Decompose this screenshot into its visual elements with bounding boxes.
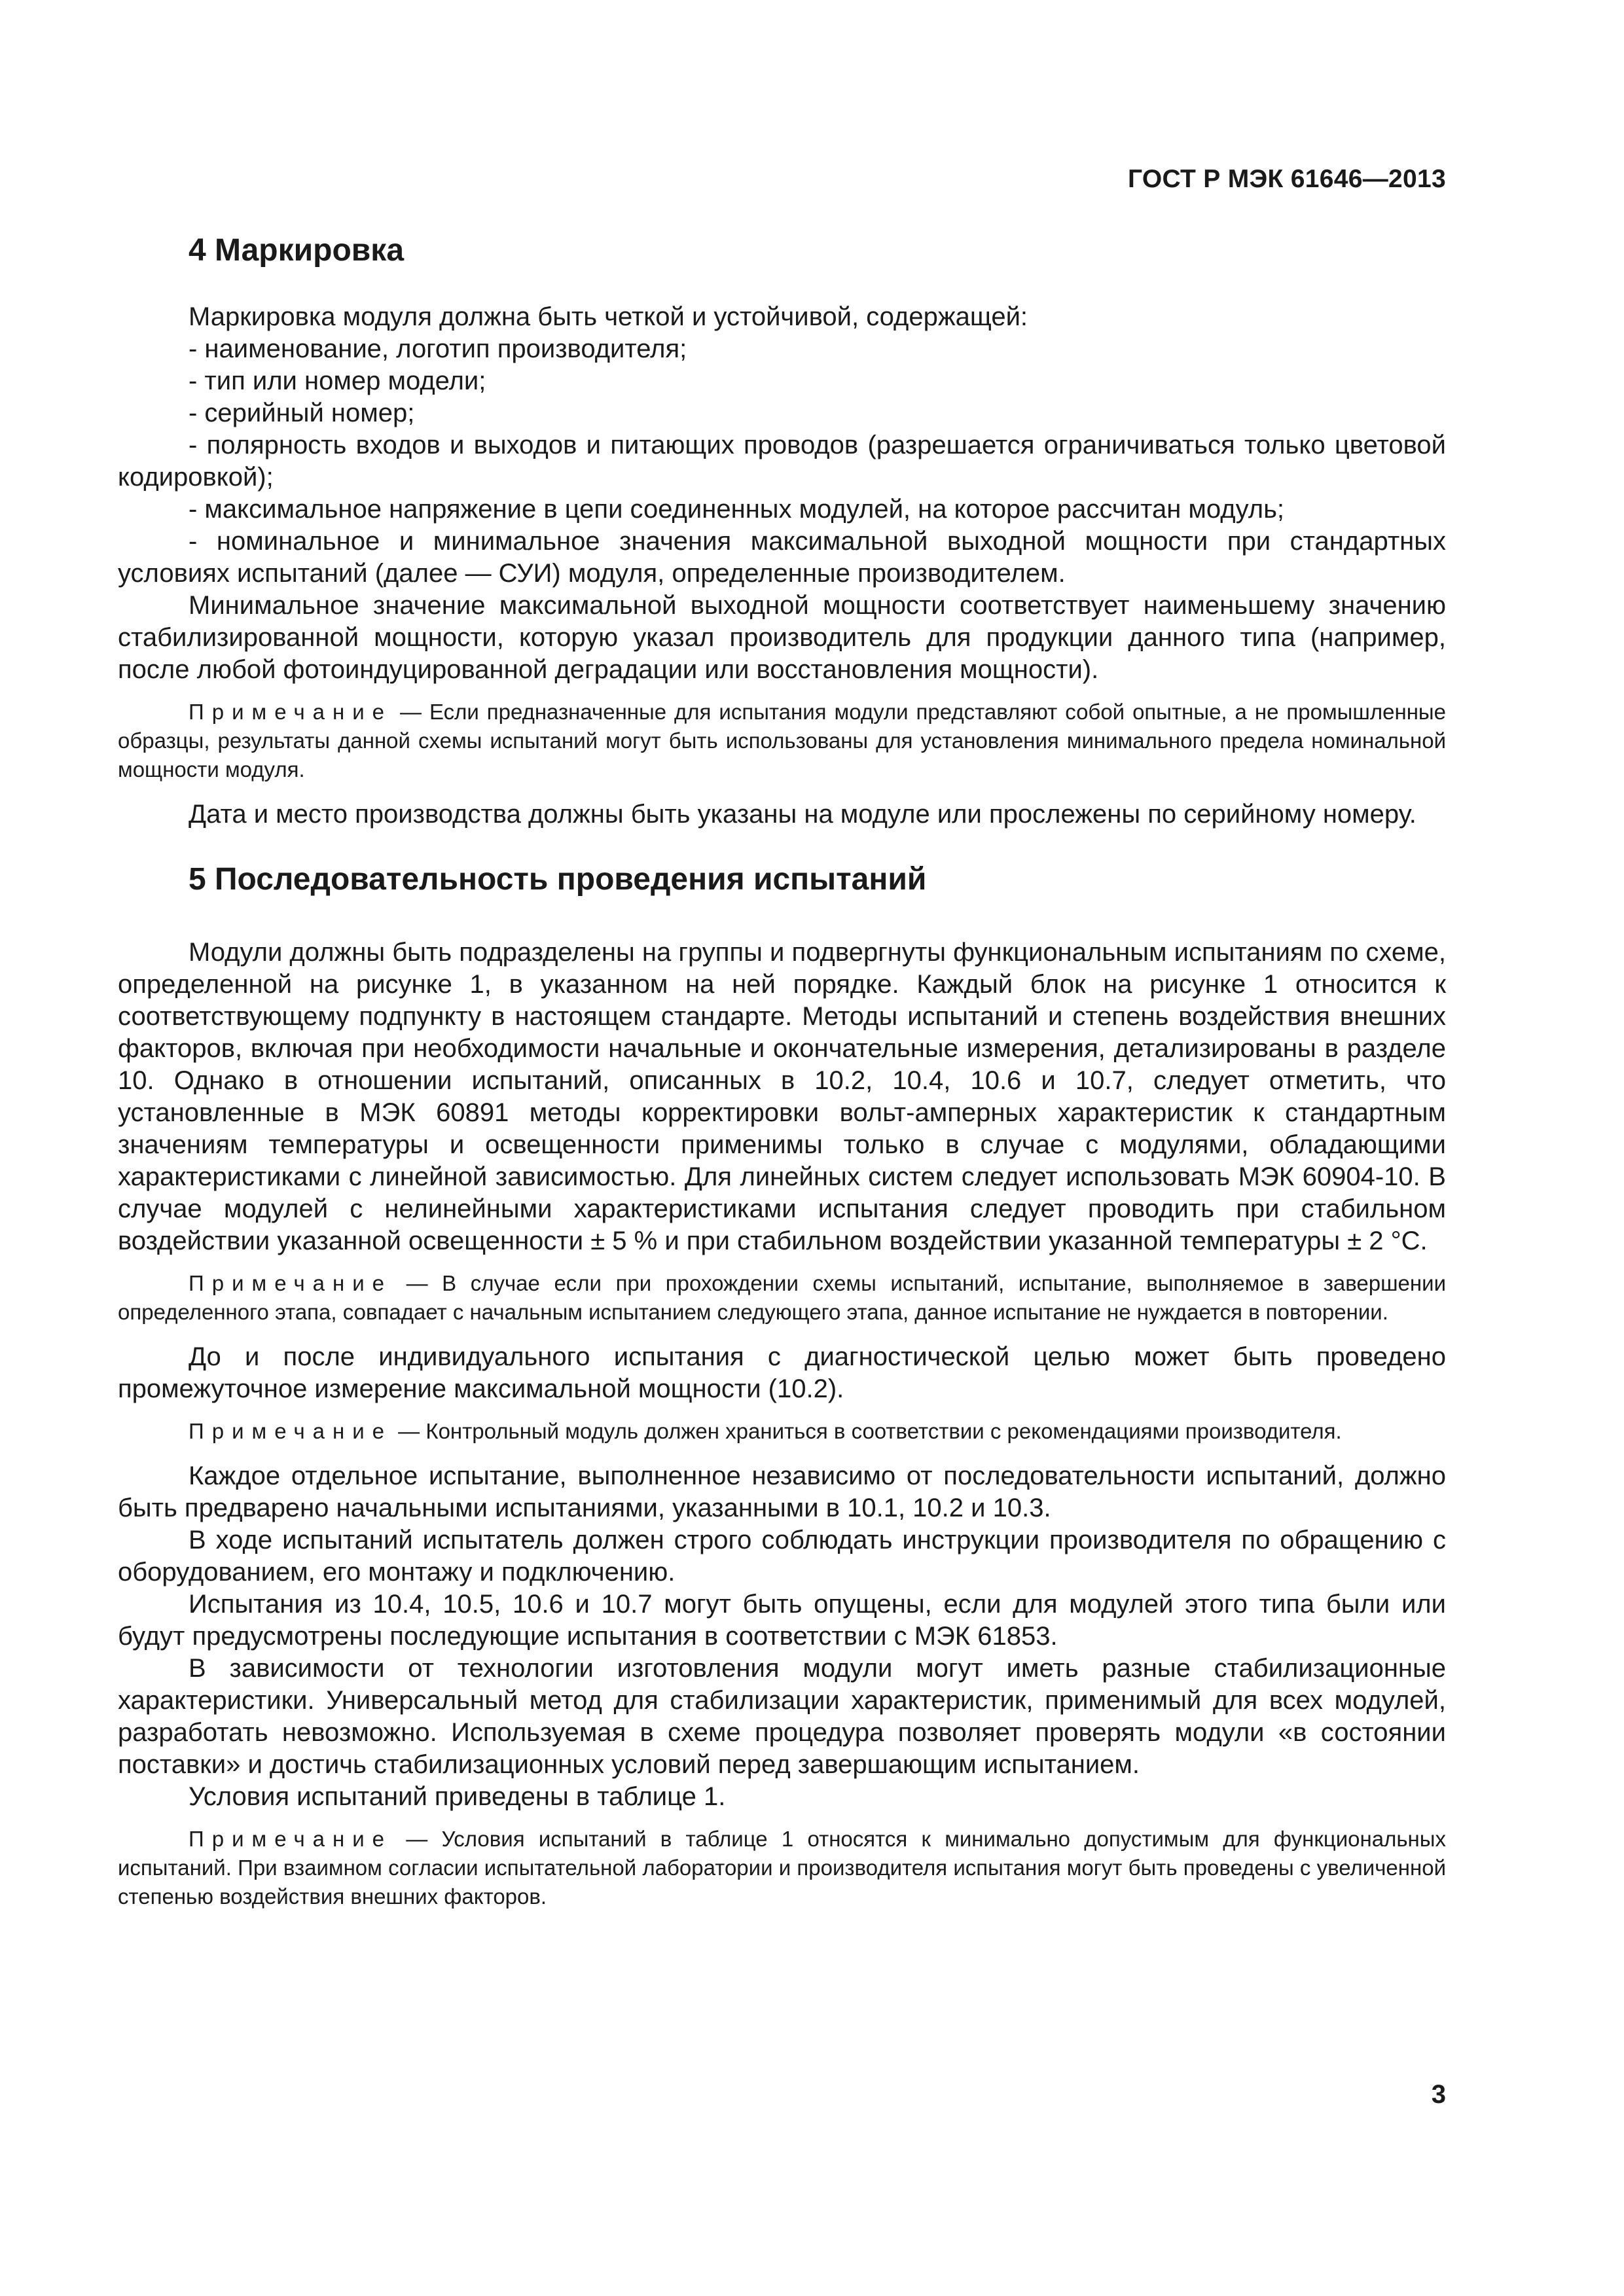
marking-item-serial: - серийный номер; bbox=[189, 399, 415, 427]
marking-item-model: - тип или номер модели; bbox=[189, 367, 486, 395]
standard-header: ГОСТ Р МЭК 61646—2013 bbox=[1127, 165, 1446, 193]
note-text: — В случае если при прохождении схемы испытаний, испытание, выполняемое в завершении определенного этапа, совпадает с начальным испытанием следующего этапа, данное испытание не нуждается в повторении. bbox=[118, 1271, 1446, 1324]
marking-item-power-values: - номинальное и минимальное значения максимальной выходной мощности при стандартных условиях испытаний (далее — СУИ) модуля, определенные производителем. bbox=[118, 527, 1446, 588]
note-text: — Контрольный модуль должен храниться в соответствии с рекомендациями производителя. bbox=[392, 1419, 1342, 1443]
note-prototype-modules bbox=[118, 698, 1446, 784]
paragraph-manufacturer-instructions: В ходе испытаний испытатель должен строго соблюдать инструкции производителя по обращению с оборудованием, его монтажу и подключению. bbox=[118, 1526, 1446, 1587]
paragraph-intermediate-measurement: До и после индивидуального испытания с диагностической целью может быть проведено промежуточное измерение максимальной мощности (10.2). bbox=[118, 1342, 1446, 1403]
note-test-repetition bbox=[118, 1269, 1446, 1327]
page-content bbox=[118, 216, 1446, 1926]
paragraph-min-power: Минимальное значение максимальной выходной мощности соответствует наименьшему значению стабилизированной мощности, которую указал производитель для продукции данного типа (например, после любой фотоиндуцированной деградации или восстановления мощности). bbox=[118, 591, 1446, 684]
marking-item-polarity: - полярность входов и выходов и питающих проводов (разрешается ограничиваться только цветовой кодировкой); bbox=[118, 431, 1446, 492]
paragraph-stabilization: В зависимости от технологии изготовления модули могут иметь разные стабилизационные характеристики. Универсальный метод для стабилизации характеристик, применимый для всех модулей, разработать невозможно. Используемая в схеме процедура позволяет проверять модули «в состоянии поставки» и достичь стабилизационных условий перед завершающим испытанием. bbox=[118, 1654, 1446, 1779]
section-4-title: 4 Маркировка bbox=[189, 233, 405, 268]
paragraph-test-grouping: Модули должны быть подразделены на группы и подвергнуты функциональным испытаниям по схеме, определенной на рисунке 1, в указанном на ней порядке. Каждый блок на рисунке 1 относится к соответствующему подпункту в настоящем стандарте. Методы испытаний и степень воздействия внешних факторов, включая при необходимости начальные и окончательные измерения, детализированы в разделе 10. Однако в отношении испытаний, описанных в 10.2, 10.4, 10.6 и 10.7, следует отметить, что установленные в МЭК 60891 методы корректировки вольт-амперных характеристик к стандартным значениям температуры и освещенности применимы только в случае с модулями, обладающими характеристиками с линейной зависимостью. Для линейных систем следует использовать МЭК 60904-10. В случае модулей с нелинейными характеристиками испытания следует проводить при стабильном воздействии указанной освещенности ± 5 % и при стабильном воздействии указанной температуры ± 2 °С. bbox=[118, 938, 1446, 1255]
note-control-module bbox=[118, 1417, 1446, 1446]
page-number: 3 bbox=[1431, 2080, 1446, 2109]
paragraph-production-date: Дата и место производства должны быть указаны на модуле или прослежены по серийному номеру. bbox=[189, 800, 1416, 829]
marking-item-manufacturer: - наименование, логотип производителя; bbox=[189, 334, 687, 363]
section-4-intro: Маркировка модуля должна быть четкой и устойчивой, содержащей: bbox=[189, 302, 1028, 331]
paragraph-individual-test: Каждое отдельное испытание, выполненное независимо от последовательности испытаний, должно быть предварено начальными испытаниями, указанными в 10.1, 10.2 и 10.3. bbox=[118, 1462, 1446, 1522]
note-label: Примечание bbox=[189, 1827, 393, 1851]
note-text: — Если предназначенные для испытания модули представляют собой опытные, а не промышленные образцы, результаты данной схемы испытаний могут быть использованы для установления минимального предела номинальной мощности модуля. bbox=[118, 700, 1446, 781]
note-text: — Условия испытаний в таблице 1 относятся к минимально допустимым для функциональных испытаний. При взаимном согласии испытательной лаборатории и производителя испытания могут быть проведены с увеличенной степенью воздействия внешних факторов. bbox=[118, 1827, 1446, 1909]
paragraph-test-conditions: Условия испытаний приведены в таблице 1. bbox=[189, 1782, 726, 1811]
note-label: Примечание bbox=[189, 1419, 393, 1443]
section-5-title: 5 Последовательность проведения испытаний bbox=[189, 862, 927, 897]
note-label: Примечание bbox=[189, 700, 393, 724]
note-label: Примечание bbox=[189, 1271, 393, 1295]
marking-item-max-voltage: - максимальное напряжение в цепи соединенных модулей, на которое рассчитан модуль; bbox=[189, 495, 1285, 524]
paragraph-optional-tests: Испытания из 10.4, 10.5, 10.6 и 10.7 могут быть опущены, если для модулей этого типа были или будут предусмотрены последующие испытания в соответствии с МЭК 61853. bbox=[118, 1590, 1446, 1651]
note-test-conditions bbox=[118, 1825, 1446, 1911]
